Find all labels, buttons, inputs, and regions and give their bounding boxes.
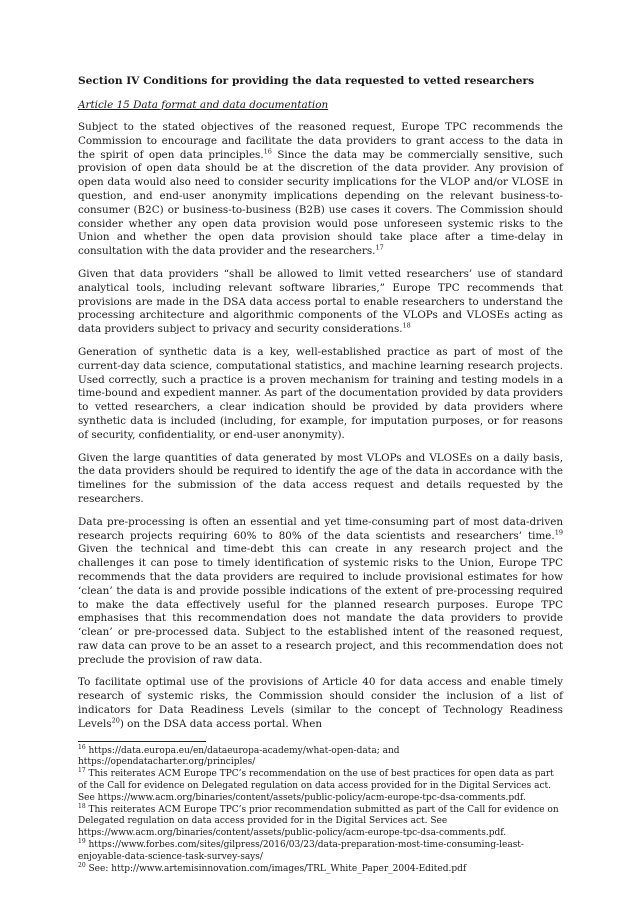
footnote [78, 743, 563, 770]
footnote-number: 16 [78, 743, 86, 751]
footnote-text: This reiterates ACM Europe TPC’s prior recommendation submitted as part of the Call for evidence on Delegated regulation on data access provided for in the Digital Services act. See https://www.acm.org/binaries/content/assets/public-policy/acm-europe-tpc-dsa-comments.pdf. [78, 804, 559, 839]
footnote [78, 840, 563, 864]
footnote-divider [78, 741, 206, 742]
footnote-number: 17 [78, 767, 86, 775]
section-title: Section IV Conditions for providing the data requested to vetted researchers [78, 75, 535, 87]
paragraph-text: Given the technical and time-debt this can create in any research project and the challenges it can pose to timely identification of systemic risks to the Union, Europe TPC recommends that the data providers are required to include provisional estimates for how ‘clean’ the data is and provide possible indications of the extent of pre-processing required to make the data effectively useful for the planned research purposes. Europe TPC emphasises that this recommendation does not mandate the data providers to provide ‘clean’ or pre-processed data. Subject to the established intent of the reasoned request, raw data can prove to be an asset to a research project, and this recommendation does not preclude the provision of raw data. [78, 543, 563, 666]
paragraph [78, 268, 563, 337]
article-title: Article 15 Data format and data documentation [78, 99, 329, 111]
footnote-ref: 17 [375, 243, 384, 252]
footnote [78, 861, 563, 876]
footnote-ref: 18 [402, 321, 411, 330]
paragraph-text: Since the data may be commercially sensitive, such provision of open data should be at the discretion of the data provider. Any provision of open data would also need to consider security implications for the VLOP and/or VLOSE in question, and end-user anonymity implications depending on the relevant business-to-consumer (B2C) or business-to-business (B2B) use cases it covers. The Commission should consider whether any open data provision would pose unforeseen systemic risks to the Union and whether the open data provision should take place after a time-delay in consultation with the data provider and the researchers. [78, 148, 563, 258]
footnote-number: 20 [78, 861, 86, 869]
paragraph-text: To facilitate optimal use of the provisions of Article 40 for data access and enable timely research of systemic risks, the Commission should consider the inclusion of a list of indicators for Data Readiness Levels (similar to the concept of Technology Readiness Levels [78, 676, 563, 730]
paragraph-text: Given the large quantities of data generated by most VLOPs and VLOSEs on a daily basis, the data providers should be required to identify the age of the data in accordance with the timelines for the submission of the data access request and details requested by the researchers. [78, 451, 563, 505]
paragraph [78, 346, 563, 443]
footnote-text: https://data.europa.eu/en/dataeuropa-academy/what-open-data; and https://opendatacharter.org/principles/ [78, 745, 400, 768]
body-text [78, 121, 563, 732]
footnote-number: 18 [78, 802, 86, 810]
paragraph [78, 121, 563, 259]
footnote [78, 802, 563, 840]
paragraph-text: Subject to the stated objectives of the reasoned request, Europe TPC recommends the Commission to encourage and facilitate the data providers to grant access to the data in the spirit of open data principles. [78, 121, 563, 161]
footnote-text: See: http://www.artemisinnovation.com/images/TRL_White_Paper_2004-Edited.pdf [85, 863, 467, 874]
footnote-text: https://www.forbes.com/sites/gilpress/2016/03/23/data-preparation-most-time-consuming-least-enjoyable-data-science-task-survey-says/ [78, 840, 524, 862]
paragraph [78, 452, 563, 507]
document-page [78, 74, 563, 875]
paragraph-text: Given that data providers “shall be allowed to limit vetted researchers’ use of standard analytical tools, including relevant software libraries,” Europe TPC recommends that provisions are made in the DSA data access portal to enable researchers to understand the processing architecture and algorithmic components of the VLOPs and VLOSEs acting as data providers subject to privacy and security considerations. [78, 267, 563, 336]
footnote-text: This reiterates ACM Europe TPC’s recommendation on the use of best practices for open data as part of the Call for evidence on Delegated regulation on data access provided for in the Digital Services act. See https://www.acm.org/binaries/content/assets/public-policy/acm-europe-tpc-dsa-comments.pdf. [78, 769, 554, 803]
footnote-ref: 16 [263, 147, 272, 156]
paragraph [78, 676, 563, 731]
paragraph [78, 516, 563, 668]
paragraph-text: ) on the DSA data access portal. When [119, 717, 322, 730]
paragraph-text: Generation of synthetic data is a key, well-established practice as part of most of the current-day data science, computational statistics, and machine learning research projects. Used correctly, such a practice is a proven mechanism for training and testing models in a time-bound and expedient manner. As part of the documentation provided by data providers to vetted researchers, a clear indication should be provided by data providers where synthetic data is included (including, for example, for imputation purposes, or for reasons of security, confidentiality, or end-user anonymity). [78, 345, 563, 441]
footnote [78, 769, 563, 804]
footnote-number: 19 [78, 838, 86, 846]
footnote-ref: 19 [554, 528, 563, 537]
paragraph-text: Data pre-processing is often an essential and yet time-consuming part of most data-driven research projects requiring 60% to 80% of the data scientists and researchers’ time. [78, 515, 563, 542]
footnotes [78, 743, 563, 876]
footnote-ref: 20 [111, 716, 120, 725]
